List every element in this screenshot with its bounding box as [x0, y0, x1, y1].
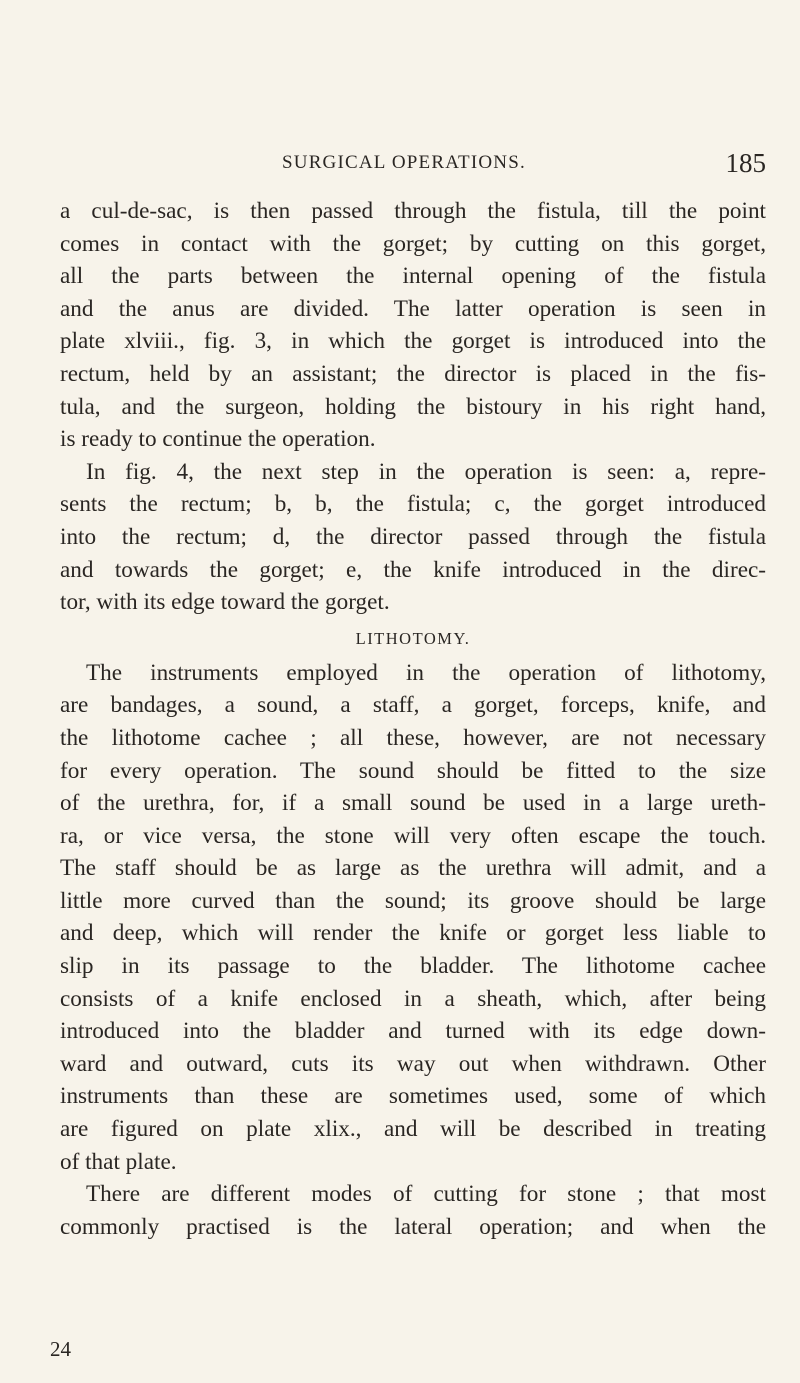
running-head: [60, 148, 766, 182]
section-heading: LITHOTOMY.: [355, 628, 471, 648]
text-line: ward and outward, cuts its way out when withdrawn. Other: [60, 1050, 766, 1077]
text-line: is ready to continue the operation.: [60, 426, 376, 453]
text-line: the lithotome cachee ; all these, however, are not necessary: [60, 724, 766, 751]
text-line: a cul-de-sac, is then passed through the fistula, till the point: [60, 198, 766, 224]
text-line: The instruments employed in the operation of lithotomy,: [86, 659, 766, 686]
text-line: instruments than these are sometimes used, some of which: [60, 1083, 766, 1110]
text-line: comes in contact with the gorget; by cutting on this gorget,: [60, 230, 766, 257]
paragraph-fistula-operation: [60, 195, 766, 456]
text-line: are bandages, a sound, a staff, a gorget, forceps, knife, and: [60, 692, 766, 719]
running-title: SURGICAL OPERATIONS.: [282, 152, 526, 173]
body-text: [60, 195, 766, 1243]
paragraph-modes-of-cutting: [60, 1178, 766, 1243]
text-line: plate xlviii., fig. 3, in which the gorget is introduced into the: [60, 328, 766, 355]
text-line: tor, with its edge toward the gorget.: [60, 589, 390, 616]
paragraph-instruments: [60, 657, 766, 1179]
text-line: are figured on plate xlix., and will be described in treating: [60, 1116, 766, 1143]
text-line: The staff should be as large as the urethra will admit, and a: [60, 855, 766, 882]
text-line: ra, or vice versa, the stone will very often escape the touch.: [60, 822, 766, 849]
text-line: There are different modes of cutting for stone ; that most: [86, 1181, 766, 1208]
text-line: and towards the gorget; e, the knife introduced in the direc-: [60, 556, 766, 583]
signature-mark: 24: [50, 1337, 71, 1361]
text-line: of the urethra, for, if a small sound be used in a large ureth-: [60, 790, 766, 817]
text-line: consists of a knife enclosed in a sheath, which, after being: [60, 985, 766, 1012]
text-line: and deep, which will render the knife or gorget less liable to: [60, 920, 766, 947]
text-line: into the rectum; d, the director passed through the fistula: [60, 523, 766, 550]
text-line: rectum, held by an assistant; the director is placed in the fis-: [60, 360, 766, 387]
text-line: of that plate.: [60, 1148, 177, 1175]
text-line: tula, and the surgeon, holding the bistoury in his right hand,: [60, 393, 766, 420]
text-line: little more curved than the sound; its groove should be large: [60, 887, 766, 914]
text-line: introduced into the bladder and turned with its edge down-: [60, 1018, 766, 1045]
text-line: In fig. 4, the next step in the operation is seen: a, repre-: [86, 458, 766, 485]
text-line: slip in its passage to the bladder. The lithotome cachee: [60, 953, 766, 980]
page-number: 185: [725, 148, 766, 178]
text-line: sents the rectum; b, b, the fistula; c, the gorget introduced: [60, 491, 766, 518]
paragraph-fig-4: [60, 456, 766, 619]
text-line: all the parts between the internal opening of the fistula: [60, 263, 766, 290]
text-line: for every operation. The sound should be fitted to the size: [60, 757, 766, 784]
text-line: commonly practised is the lateral operation; and when the: [60, 1213, 766, 1240]
text-line: and the anus are divided. The latter operation is seen in: [60, 295, 766, 322]
